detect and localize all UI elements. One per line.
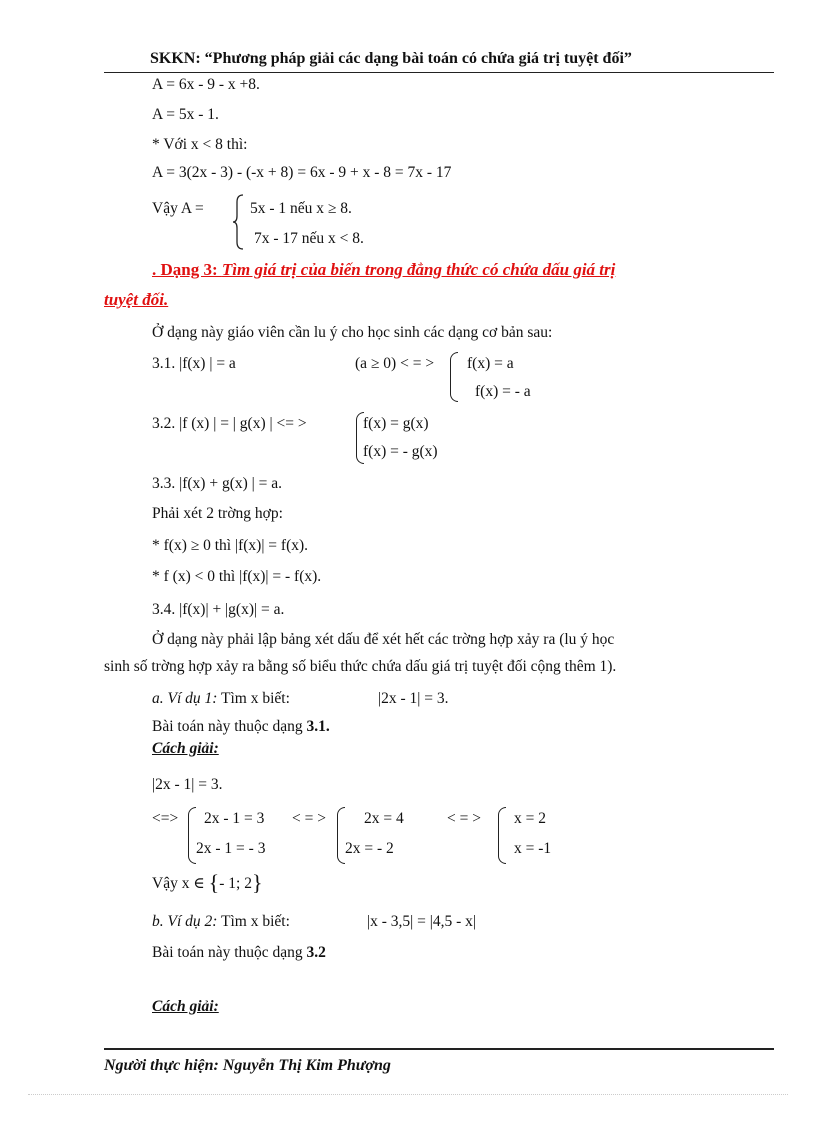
case-line: f(x) = - g(x) xyxy=(363,443,438,460)
form-3-1-condition: (a ≥ 0) < = > xyxy=(355,355,435,372)
case-line: f(x) = a xyxy=(467,355,514,372)
equivalence-sign: < = > xyxy=(292,810,326,827)
page-header: SKKN: “Phương pháp giải các dạng bài toán có chứa giá trị tuyệt đối” xyxy=(150,50,632,67)
example-task: Tìm x biết: xyxy=(217,913,290,930)
text-line: * Với x < 8 thì: xyxy=(152,136,248,153)
section-prefix: . Dạng 3: xyxy=(152,260,222,279)
example-label: b. Ví dụ 2: xyxy=(152,913,218,930)
brace-icon xyxy=(233,194,245,250)
form-3-4: 3.4. |f(x)| + |g(x)| = a. xyxy=(152,601,285,618)
equivalence-sign: < = > xyxy=(447,810,481,827)
text-line: A = 5x - 1. xyxy=(152,106,219,123)
equivalence-sign: <=> xyxy=(152,810,179,827)
intro-text: Ở dạng này giáo viên cần lu ý cho học sinh các dạng cơ bản sau: xyxy=(152,324,553,341)
case-line: 2x - 1 = 3 xyxy=(204,810,265,827)
form-3-2: 3.2. |f (x) | = | g(x) | <= > xyxy=(152,415,307,432)
solution-label: Cách giải: xyxy=(152,998,219,1015)
result-line xyxy=(152,870,263,896)
example-task: Tìm x biết: xyxy=(217,690,290,707)
case-line: 5x - 1 nếu x ≥ 8. xyxy=(250,200,352,217)
bracket-icon xyxy=(188,807,196,864)
case-line: x = 2 xyxy=(514,810,546,827)
type-value: 3.2 xyxy=(306,944,326,961)
section-title: Tìm giá trị của biến trong đẳng thức có chứa dấu giá trị xyxy=(221,260,616,279)
type-text: Bài toán này thuộc dạng xyxy=(152,944,307,961)
close-brace-icon: } xyxy=(251,870,263,895)
example-equation: |2x - 1| = 3. xyxy=(378,690,449,707)
example-2 xyxy=(152,913,290,931)
bracket-icon xyxy=(337,807,345,864)
type-value: 3.1. xyxy=(306,718,330,735)
example-type xyxy=(152,944,326,962)
form-3-1: 3.1. |f(x) | = a xyxy=(152,355,236,372)
text-line: A = 3(2x - 3) - (-x + 8) = 6x - 9 + x - 8 = 7x - 17 xyxy=(152,164,452,181)
footer-rule xyxy=(104,1048,774,1050)
example-type xyxy=(152,718,330,736)
result-set: - 1; 2 xyxy=(219,875,252,892)
text-line: * f (x) < 0 thì |f(x)| = - f(x). xyxy=(152,568,322,585)
case-line: f(x) = - a xyxy=(475,383,531,400)
result-prefix: Vậy x ∈ xyxy=(152,875,205,892)
text-line: Vậy A = xyxy=(152,200,204,217)
case-line: 2x - 1 = - 3 xyxy=(196,840,266,857)
example-label: a. Ví dụ 1: xyxy=(152,690,218,707)
text-line: * f(x) ≥ 0 thì |f(x)| = f(x). xyxy=(152,537,309,554)
footer-author: Người thực hiện: Nguyễn Thị Kim Phượng xyxy=(104,1057,391,1074)
case-line: x = -1 xyxy=(514,840,552,857)
type-text: Bài toán này thuộc dạng xyxy=(152,718,307,735)
example-1 xyxy=(152,690,290,708)
form-3-3: 3.3. |f(x) + g(x) | = a. xyxy=(152,475,283,492)
paragraph-line: Ở dạng này phải lập bảng xét dấu để xét hết các trờng hợp xảy ra (lu ý học xyxy=(152,631,615,648)
case-line: 2x = - 2 xyxy=(345,840,394,857)
case-line: f(x) = g(x) xyxy=(363,415,429,432)
example-equation: |x - 3,5| = |4,5 - x| xyxy=(367,913,476,930)
paragraph-line: sinh số trờng hợp xảy ra bằng số biểu thức chứa dấu giá trị tuyệt đối cộng thêm 1). xyxy=(104,658,617,675)
section-heading xyxy=(152,260,615,280)
text-line: A = 6x - 9 - x +8. xyxy=(152,76,260,93)
section-title-cont: tuyệt đối. xyxy=(104,290,169,309)
text-line: Phải xét 2 trờng hợp: xyxy=(152,505,283,522)
header-rule xyxy=(104,72,774,73)
bracket-icon xyxy=(450,352,458,402)
solution-line: |2x - 1| = 3. xyxy=(152,776,223,793)
case-line: 2x = 4 xyxy=(364,810,404,827)
open-brace-icon: { xyxy=(208,870,220,895)
page-edge xyxy=(28,1094,788,1095)
case-line: 7x - 17 nếu x < 8. xyxy=(254,230,364,247)
solution-label: Cách giải: xyxy=(152,740,219,757)
bracket-icon xyxy=(498,807,506,864)
